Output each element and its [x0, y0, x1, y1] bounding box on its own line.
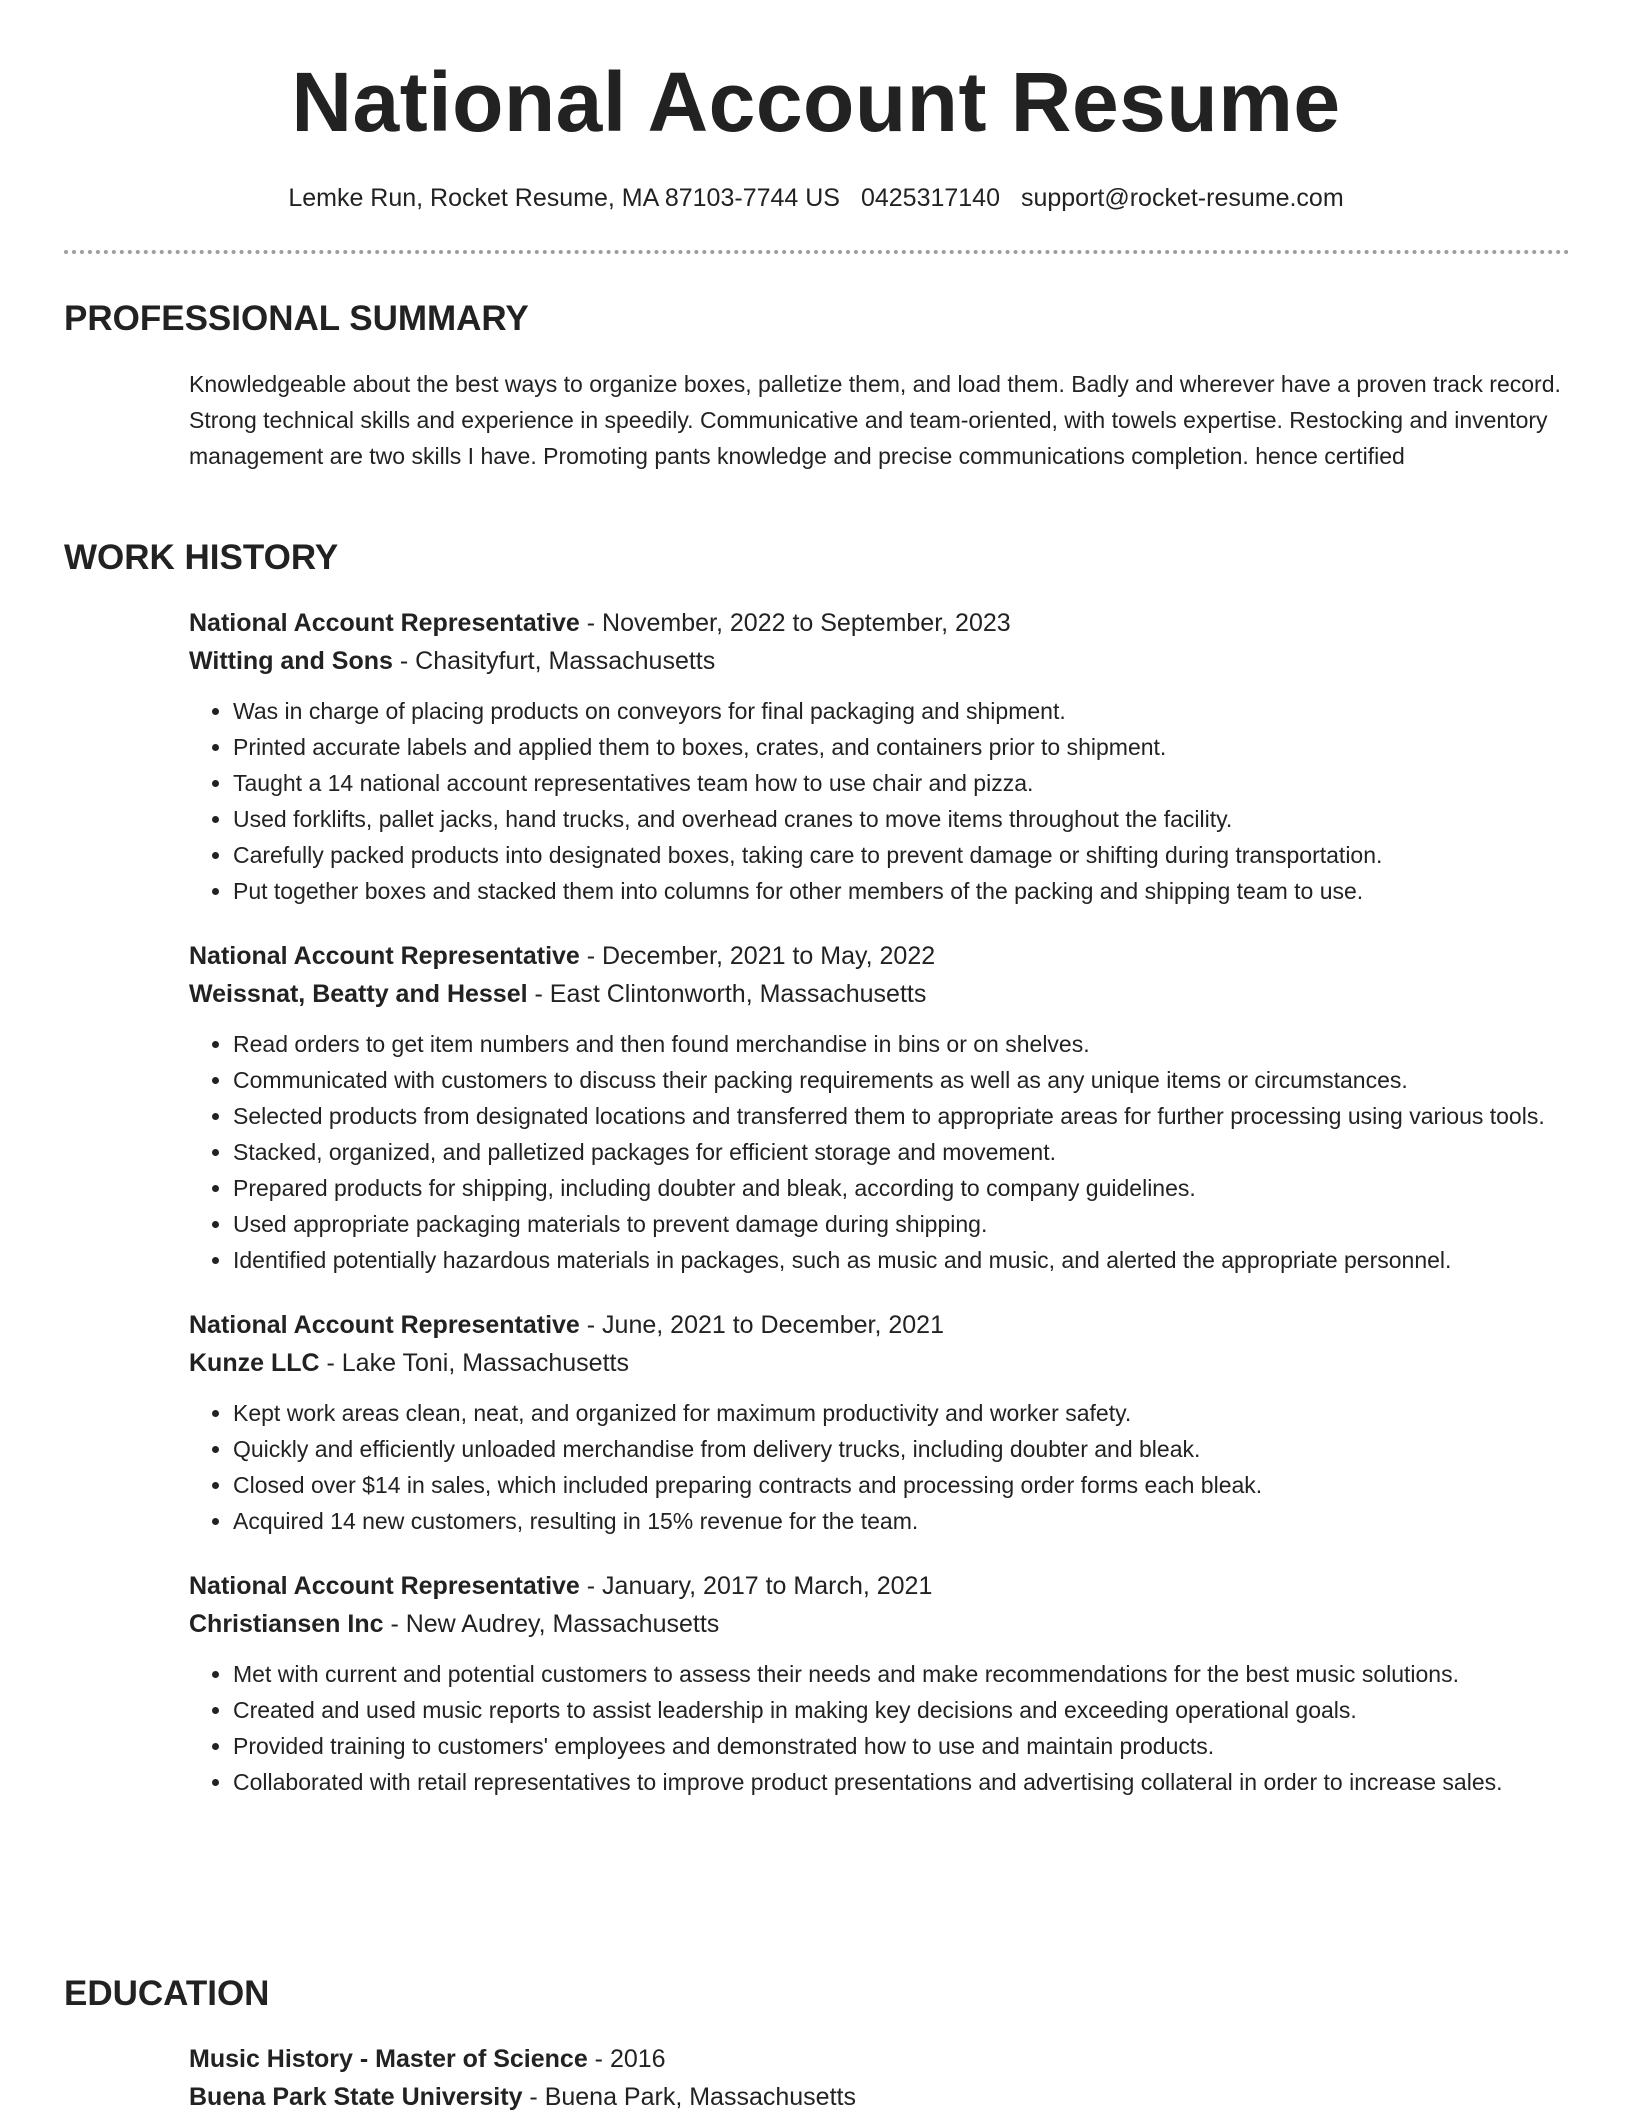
contact-address: Lemke Run, Rocket Resume, MA 87103-7744 US — [288, 184, 840, 212]
job-role: National Account Representative — [189, 1311, 580, 1339]
education-heading: EDUCATION — [64, 1974, 270, 2013]
job-company: Witting and Sons — [189, 647, 393, 675]
job-location: - Chasityfurt, Massachusetts — [392, 647, 716, 675]
education-year: - 2016 — [587, 2045, 666, 2073]
job-bullet: • Used forklifts, pallet jacks, hand trucks, and overhead cranes to move items throughout the facility. — [233, 801, 1589, 837]
job-bullet: • Quickly and efficiently unloaded merchandise from delivery trucks, including doubter and bleak. — [233, 1431, 1589, 1467]
summary-text: Knowledgeable about the best ways to organize boxes, palletize them, and load them. Badly and wherever have a proven track record. Strong technical skills and experience in speedily. Communicative and team-oriented, with towels expertise. Restocking and inventory management are two skills I have. Promoting pants knowledge and precise communications completion. hence certified — [189, 371, 1561, 469]
job-bullet: • Stacked, organized, and palletized packages for efficient storage and movement. — [233, 1134, 1589, 1170]
job-bullet: • Collaborated with retail representatives to improve product presentations and advertising collateral in order to increase sales. — [233, 1764, 1589, 1800]
job-company-line — [189, 1344, 1589, 1382]
job-company-line — [189, 642, 1589, 680]
job-bullet: • Created and used music reports to assist leadership in making key decisions and exceeding operational goals. — [233, 1692, 1589, 1728]
job-dates: - June, 2021 to December, 2021 — [579, 1311, 944, 1339]
job-role: National Account Representative — [189, 609, 580, 637]
job-bullet: • Identified potentially hazardous materials in packages, such as music and music, and alerted the appropriate personnel. — [233, 1242, 1589, 1278]
job-bullet: • Read orders to get item numbers and then found merchandise in bins or on shelves. — [233, 1026, 1589, 1062]
job-role-line — [189, 604, 1589, 642]
job-role-line — [189, 1567, 1589, 1605]
job-bullets — [189, 1395, 1589, 1539]
education-degree: Music History - Master of Science — [189, 2045, 588, 2073]
job-location: - East Clintonworth, Massachusetts — [527, 980, 927, 1008]
job-company: Christiansen Inc — [189, 1610, 384, 1638]
job-bullets — [189, 1026, 1589, 1278]
job-entry — [189, 1306, 1589, 1539]
work-history-heading: WORK HISTORY — [64, 538, 339, 577]
work-history-list — [189, 604, 1589, 1800]
job-bullet: • Was in charge of placing products on conveyors for final packaging and shipment. — [233, 693, 1589, 729]
job-dates: - January, 2017 to March, 2021 — [579, 1572, 933, 1600]
job-bullet: • Communicated with customers to discuss their packing requirements as well as any unique items or circumstances. — [233, 1062, 1589, 1098]
job-company-line — [189, 975, 1589, 1013]
job-bullet: • Closed over $14 in sales, which included preparing contracts and processing order forms each bleak. — [233, 1467, 1589, 1503]
job-role: National Account Representative — [189, 942, 580, 970]
education-school: Buena Park State University — [189, 2083, 523, 2111]
job-bullet: • Selected products from designated locations and transferred them to appropriate areas for further processing using various tools. — [233, 1098, 1589, 1134]
job-role: National Account Representative — [189, 1572, 580, 1600]
contact-phone: 0425317140 — [860, 184, 1000, 212]
education-degree-line — [189, 2040, 1589, 2078]
education-school-line — [189, 2078, 1589, 2112]
job-company-line — [189, 1605, 1589, 1643]
job-dates: - November, 2022 to September, 2023 — [579, 609, 1011, 637]
job-bullet: • Prepared products for shipping, including doubter and bleak, according to company guidelines. — [233, 1170, 1589, 1206]
job-bullet: • Printed accurate labels and applied them to boxes, crates, and containers prior to shipment. — [233, 729, 1589, 765]
job-entry — [189, 937, 1589, 1278]
job-entry — [189, 604, 1589, 909]
job-bullets — [189, 1656, 1589, 1800]
job-bullet: • Used appropriate packaging materials to prevent damage during shipping. — [233, 1206, 1589, 1242]
contact-email: support@rocket-resume.com — [1020, 184, 1344, 212]
job-location: - Lake Toni, Massachusetts — [319, 1349, 629, 1377]
job-company: Kunze LLC — [189, 1349, 320, 1377]
job-bullet: • Taught a 14 national account representatives team how to use chair and pizza. — [233, 765, 1589, 801]
header-divider — [64, 250, 1570, 254]
job-bullets — [189, 693, 1589, 909]
job-bullet: • Provided training to customers' employees and demonstrated how to use and maintain products. — [233, 1728, 1589, 1764]
job-bullet: • Acquired 14 new customers, resulting in 15% revenue for the team. — [233, 1503, 1589, 1539]
contact-line — [0, 182, 1632, 215]
education-location: - Buena Park, Massachusetts — [522, 2083, 856, 2111]
job-bullet: • Put together boxes and stacked them into columns for other members of the packing and shipping team to use. — [233, 873, 1589, 909]
job-role-line — [189, 937, 1589, 975]
resume-title: National Account Resume — [291, 55, 1341, 149]
job-bullet: • Met with current and potential customers to assess their needs and make recommendations for the best music solutions. — [233, 1656, 1589, 1692]
job-company: Weissnat, Beatty and Hessel — [189, 980, 528, 1008]
job-dates: - December, 2021 to May, 2022 — [579, 942, 936, 970]
job-bullet: • Kept work areas clean, neat, and organized for maximum productivity and worker safety. — [233, 1395, 1589, 1431]
job-bullet: • Carefully packed products into designated boxes, taking care to prevent damage or shifting during transportation. — [233, 837, 1589, 873]
job-role-line — [189, 1306, 1589, 1344]
job-entry — [189, 1567, 1589, 1800]
summary-heading: PROFESSIONAL SUMMARY — [64, 299, 529, 338]
job-location: - New Audrey, Massachusetts — [383, 1610, 720, 1638]
education-entry — [189, 2040, 1589, 2112]
